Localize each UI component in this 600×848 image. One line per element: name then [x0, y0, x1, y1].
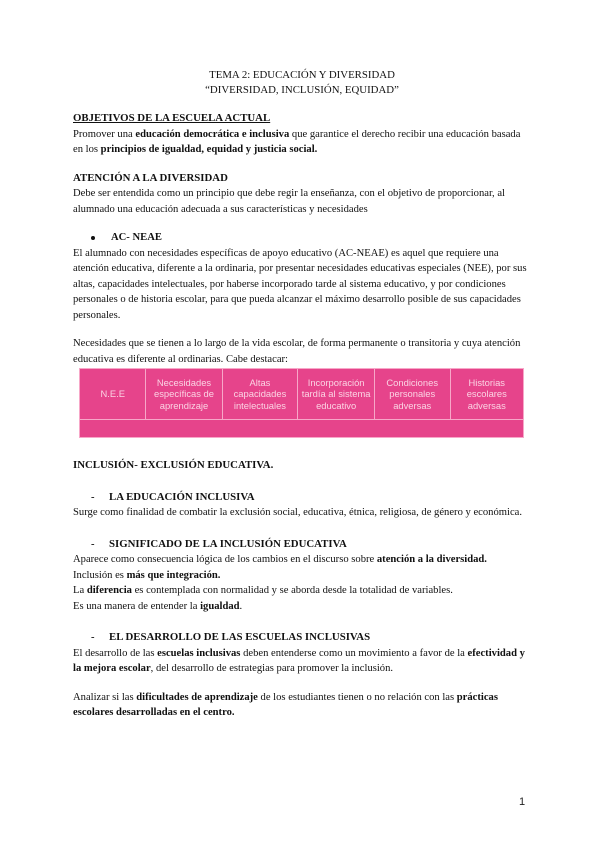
paragraph-atencion: Debe ser entendida como un principio que debe regir la enseñanza, con el objetivo de proporcionar, al alumnado una educación adecuada a sus características y necesidades: [73, 188, 505, 215]
section-atencion: [73, 171, 531, 218]
section-objetivos: [73, 111, 531, 158]
document-title: [73, 68, 531, 98]
section-ac-neae: [73, 230, 531, 367]
paragraph-ac-neae: El alumnado con necesidades específicas de apoyo educativo (AC-NEAE) es aquel que requiere una atención educativa, diferente a la ordinaria, por presentar necesidades educativas especiales (NEE), por sus altas, capacidades intelectuales, por haberse incorporado tarde al sistema educativo, y por condiciones personales o de historia escolar, para que pueda alcanzar el máximo desarrollo posible de sus capacidades personales.: [73, 247, 527, 321]
table-cell: Altas capacidades intelectuales: [222, 369, 298, 420]
table-cell: [80, 420, 524, 438]
heading-desarrollo: - EL DESARROLLO DE LAS ESCUELAS INCLUSIVAS: [91, 631, 371, 643]
document-page: [73, 68, 531, 367]
table-cell: Incorporación tardía al sistema educativo: [298, 369, 375, 420]
paragraph-necesidades: Necesidades que se tienen a lo largo de la vida escolar, de forma permanente o transitoria y cuya atención educativa es diferente al ordinarias. Cabe destacar:: [73, 338, 521, 365]
line-significado-1: Aparece como consecuencia lógica de los cambios en el discurso sobre atención a la diversidad.: [73, 554, 487, 565]
table-cell: Necesidades específicas de aprendizaje: [146, 369, 222, 420]
table-cell: Condiciones personales adversas: [374, 369, 450, 420]
heading-atencion: ATENCIÓN A LA DIVERSIDAD: [73, 171, 228, 184]
heading-educacion-inclusiva: - LA EDUCACIÓN INCLUSIVA: [91, 490, 255, 503]
table-row: [80, 369, 524, 420]
document-page-lower: [73, 458, 531, 721]
bullet-ac-neae: AC- NEAE: [73, 230, 531, 246]
section-educacion-inclusiva: [73, 490, 531, 521]
neae-table: [79, 368, 524, 438]
section-desarrollo: [73, 630, 531, 721]
bullet-icon: [91, 236, 95, 240]
line-significado-2: Inclusión es más que integración.: [73, 569, 221, 581]
heading-inclusion-exclusion: INCLUSIÓN- EXCLUSIÓN EDUCATIVA.: [73, 459, 274, 471]
line-significado-4: Es una manera de entender la igualdad.: [73, 600, 243, 612]
table-cell: Historias escolares adversas: [450, 369, 523, 420]
title-line-2: “DIVERSIDAD, INCLUSIÓN, EQUIDAD”: [205, 84, 399, 96]
table-cell: N.E.E: [80, 369, 146, 420]
heading-objetivos: OBJETIVOS DE LA ESCUELA ACTUAL: [73, 112, 271, 124]
paragraph-educacion-inclusiva: Surge como finalidad de combatir la exclusión social, educativa, étnica, religiosa, de género y económica.: [73, 507, 522, 518]
line-significado-3: La diferencia es contemplada con normalidad y se aborda desde la totalidad de variables.: [73, 585, 453, 596]
section-significado: [73, 537, 531, 615]
paragraph-desarrollo: El desarrollo de las escuelas inclusivas deben entenderse como un movimiento a favor de la efectividad y la mejora escolar, del desarrollo de estrategias para promover la inclusión.: [73, 647, 525, 674]
heading-significado: - SIGNIFICADO DE LA INCLUSIÓN EDUCATIVA: [91, 537, 347, 550]
table-row: [80, 420, 524, 438]
page-number: 1: [519, 796, 526, 808]
title-line-1: TEMA 2: EDUCACIÓN Y DIVERSIDAD: [209, 69, 395, 81]
paragraph-dificultades: Analizar si las dificultades de aprendizaje de los estudiantes tienen o no relación con las prácticas escolares desarrolladas en el centro.: [73, 691, 498, 718]
paragraph-objetivos: Promover una educación democrática e inclusiva que garantice el derecho recibir una educación basada en los principios de igualdad, equidad y justicia social.: [73, 128, 521, 155]
